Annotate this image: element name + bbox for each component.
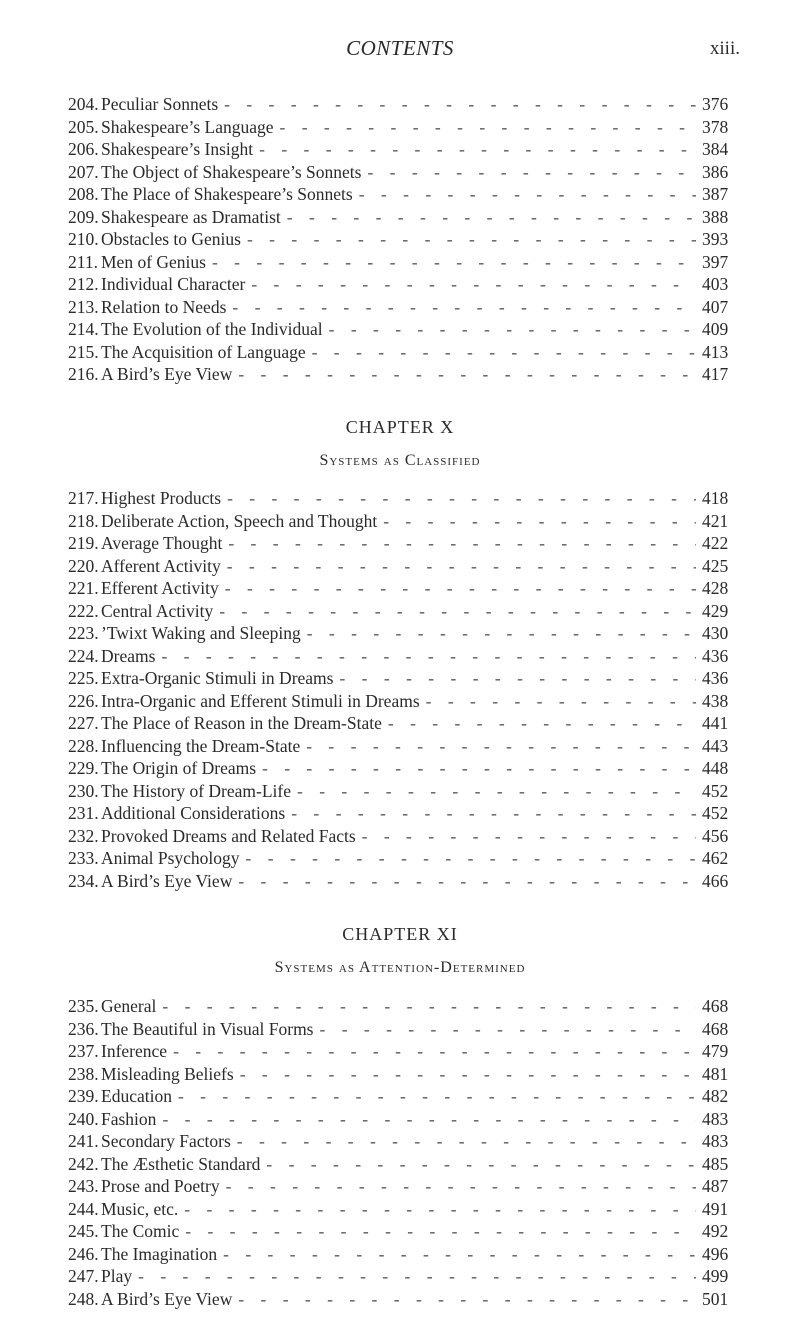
entry-number: 231. [68, 803, 99, 823]
toc-entry [68, 162, 740, 185]
entry-number: 233. [68, 848, 99, 868]
entry-number: 207. [68, 161, 99, 182]
entry-title: Inference [101, 1041, 168, 1061]
dot-leader [226, 1176, 696, 1197]
toc-entry [68, 1086, 740, 1109]
entry-number: 228. [68, 735, 99, 756]
entry-page-number: 482 [702, 1086, 729, 1106]
toc-entry [68, 1064, 740, 1087]
entry-title: Afferent Activity [101, 555, 221, 576]
toc-entry [68, 117, 740, 140]
toc-entry [68, 803, 740, 826]
entry-number: 222. [68, 600, 99, 621]
toc-entry [68, 274, 740, 297]
entry-page-number: 436 [702, 668, 729, 688]
entry-title: The Comic [101, 1221, 180, 1241]
entry-page-number: 485 [702, 1153, 729, 1174]
entry-page-number: 436 [702, 645, 729, 666]
dot-leader [388, 713, 696, 734]
entry-number: 240. [68, 1108, 99, 1129]
entry-title: Dreams [101, 645, 156, 666]
dot-leader [225, 578, 696, 599]
entry-title: Shakespeare as Dramatist [101, 206, 281, 227]
entry-page-number: 425 [702, 555, 729, 576]
toc-entry [68, 758, 740, 781]
dot-leader [306, 736, 696, 757]
entry-page-number: 430 [702, 623, 729, 643]
entry-title: Peculiar Sonnets [101, 94, 219, 114]
entry-page-number: 491 [702, 1198, 729, 1219]
entry-title: Prose and Poetry [101, 1176, 220, 1196]
entry-title: Relation to Needs [101, 296, 227, 317]
entry-number: 232. [68, 825, 99, 846]
toc-entry [68, 691, 740, 714]
toc-entry [68, 1289, 740, 1312]
entry-page-number: 481 [702, 1063, 729, 1084]
entry-number: 241. [68, 1131, 99, 1151]
toc-entry [68, 488, 740, 511]
dot-leader [228, 533, 696, 554]
entry-number: 245. [68, 1221, 99, 1241]
entry-page-number: 387 [702, 184, 729, 204]
dot-leader [297, 781, 696, 802]
entry-title: Additional Considerations [101, 803, 286, 823]
chapter-subtitle: Systems as Attention-Determined [274, 959, 526, 976]
dot-leader [162, 996, 696, 1017]
toc-entry [68, 1176, 740, 1199]
entry-title: Influencing the Dream-State [101, 735, 301, 756]
dot-leader [246, 848, 696, 869]
toc-entry [68, 713, 740, 736]
entry-number: 243. [68, 1176, 99, 1196]
toc-entry [68, 1041, 740, 1064]
entry-page-number: 438 [702, 690, 729, 711]
toc-entry [68, 229, 740, 252]
entry-number: 219. [68, 533, 99, 553]
dot-leader [312, 342, 696, 363]
entry-page-number: 499 [702, 1266, 729, 1286]
entry-title: Animal Psychology [101, 848, 240, 868]
entry-page-number: 428 [702, 578, 729, 598]
toc-entry [68, 601, 740, 624]
toc-entry [68, 94, 740, 117]
entry-title: Intra-Organic and Efferent Stimuli in Dreams [101, 690, 420, 711]
entry-number: 220. [68, 555, 99, 576]
toc-section-continued [68, 94, 740, 387]
entry-title: The Origin of Dreams [101, 758, 257, 778]
entry-number: 218. [68, 510, 99, 531]
entry-number: 225. [68, 668, 99, 688]
entry-title: A Bird’s Eye View [101, 364, 233, 384]
entry-number: 209. [68, 206, 99, 227]
toc-entry [68, 1154, 740, 1177]
entry-number: 227. [68, 713, 99, 733]
toc-entry [68, 1244, 740, 1267]
entry-page-number: 378 [702, 116, 729, 137]
toc-entry [68, 184, 740, 207]
entry-number: 230. [68, 780, 99, 801]
entry-number: 204. [68, 94, 99, 114]
entry-title: The Object of Shakespeare’s Sonnets [101, 161, 362, 182]
entry-number: 223. [68, 623, 99, 643]
entry-number: 216. [68, 364, 99, 384]
entry-title: Highest Products [101, 488, 222, 508]
dot-leader [238, 871, 696, 892]
entry-page-number: 452 [702, 780, 729, 801]
entry-page-number: 501 [702, 1288, 729, 1309]
entry-title: Play [101, 1266, 133, 1286]
entry-number: 238. [68, 1063, 99, 1084]
entry-number: 235. [68, 996, 99, 1016]
dot-leader [232, 297, 696, 318]
entry-number: 244. [68, 1198, 99, 1219]
entry-page-number: 466 [702, 870, 729, 891]
entry-title: The History of Dream-Life [101, 780, 291, 801]
entry-title: The Place of Reason in the Dream-State [101, 713, 382, 733]
entry-title: ’Twixt Waking and Sleeping [101, 623, 301, 643]
entry-title: Central Activity [101, 600, 214, 621]
entry-page-number: 448 [702, 758, 729, 778]
dot-leader [367, 162, 696, 183]
dot-leader [240, 1064, 696, 1085]
entry-page-number: 417 [702, 364, 729, 384]
entry-number: 221. [68, 578, 99, 598]
dot-leader [339, 668, 696, 689]
entry-number: 206. [68, 139, 99, 159]
dot-leader [224, 94, 696, 115]
entry-page-number: 441 [702, 713, 729, 733]
toc-entry [68, 578, 740, 601]
toc-entry [68, 1109, 740, 1132]
entry-number: 214. [68, 319, 99, 339]
toc-entry [68, 848, 740, 871]
dot-leader [227, 488, 696, 509]
entry-title: The Beautiful in Visual Forms [101, 1018, 314, 1039]
dot-leader [259, 139, 696, 160]
entry-page-number: 386 [702, 161, 729, 182]
running-head-page-number: xiii. [709, 38, 740, 59]
entry-number: 239. [68, 1086, 99, 1106]
entry-page-number: 462 [702, 848, 729, 868]
entry-page-number: 483 [702, 1131, 729, 1151]
entry-title: General [101, 996, 157, 1016]
entry-title: Efferent Activity [101, 578, 219, 598]
entry-title: Average Thought [101, 533, 223, 553]
toc-entry [68, 139, 740, 162]
toc-entry [68, 781, 740, 804]
entry-title: Obstacles to Genius [101, 229, 241, 249]
entry-page-number: 483 [702, 1108, 729, 1129]
entry-page-number: 403 [702, 274, 729, 294]
entry-page-number: 456 [702, 825, 729, 846]
toc-entry [68, 342, 740, 365]
dot-leader [291, 803, 696, 824]
dot-leader [227, 556, 696, 577]
entry-page-number: 468 [702, 1018, 729, 1039]
toc-entry [68, 736, 740, 759]
entry-number: 215. [68, 341, 99, 362]
entry-number: 242. [68, 1153, 99, 1174]
entry-title: Men of Genius [101, 251, 206, 272]
running-head-title: CONTENTS [346, 36, 454, 60]
toc-entry [68, 533, 740, 556]
entry-number: 213. [68, 296, 99, 317]
dot-leader [426, 691, 696, 712]
entry-title: Individual Character [101, 274, 246, 294]
entry-number: 208. [68, 184, 99, 204]
dot-leader [238, 1289, 696, 1310]
entry-page-number: 429 [702, 600, 729, 621]
dot-leader [266, 1154, 696, 1175]
dot-leader [262, 758, 696, 779]
entry-number: 247. [68, 1266, 99, 1286]
toc-entry [68, 511, 740, 534]
entry-number: 205. [68, 116, 99, 137]
entry-page-number: 376 [702, 94, 729, 114]
toc-entry [68, 1221, 740, 1244]
toc-entry [68, 1199, 740, 1222]
dot-leader [219, 601, 696, 622]
toc-entry [68, 207, 740, 230]
entry-title: Deliberate Action, Speech and Thought [101, 510, 378, 531]
toc-section-chapter-xi [68, 996, 740, 1311]
entry-number: 217. [68, 488, 99, 508]
entry-title: The Evolution of the Individual [101, 319, 323, 339]
entry-title: Music, etc. [101, 1198, 179, 1219]
toc-entry [68, 297, 740, 320]
running-head [0, 36, 800, 76]
entry-page-number: 468 [702, 996, 729, 1016]
dot-leader [287, 207, 696, 228]
entry-number: 248. [68, 1288, 99, 1309]
entry-page-number: 393 [702, 229, 729, 249]
entry-number: 229. [68, 758, 99, 778]
entry-page-number: 397 [702, 251, 729, 272]
dot-leader [251, 274, 696, 295]
entry-title: Misleading Beliefs [101, 1063, 234, 1084]
toc-entry [68, 556, 740, 579]
dot-leader [280, 117, 697, 138]
entry-title: Fashion [101, 1108, 157, 1129]
chapter-subtitle: Systems as Classified [319, 452, 481, 469]
dot-leader [138, 1266, 696, 1287]
toc-entry [68, 623, 740, 646]
dot-leader [162, 1109, 696, 1130]
entry-page-number: 407 [702, 296, 729, 317]
entry-title: A Bird’s Eye View [101, 870, 233, 891]
entry-title: The Imagination [101, 1243, 218, 1264]
dot-leader [238, 364, 696, 385]
dot-leader [359, 184, 696, 205]
entry-page-number: 452 [702, 803, 729, 823]
dot-leader [320, 1019, 697, 1040]
entry-page-number: 422 [702, 533, 729, 553]
entry-title: Shakespeare’s Language [101, 116, 274, 137]
entry-number: 212. [68, 274, 99, 294]
dot-leader [307, 623, 696, 644]
toc-entry [68, 1019, 740, 1042]
dot-leader [184, 1199, 696, 1220]
toc-entry [68, 364, 740, 387]
dot-leader [383, 511, 696, 532]
toc-entry [68, 1266, 740, 1289]
entry-page-number: 496 [702, 1243, 729, 1264]
entry-number: 224. [68, 645, 99, 666]
dot-leader [173, 1041, 696, 1062]
entry-page-number: 388 [702, 206, 729, 227]
toc-section-chapter-x [68, 488, 740, 893]
entry-page-number: 421 [702, 510, 729, 531]
toc-entry [68, 252, 740, 275]
entry-number: 237. [68, 1041, 99, 1061]
dot-leader [223, 1244, 696, 1265]
entry-page-number: 443 [702, 735, 729, 756]
dot-leader [329, 319, 696, 340]
dot-leader [237, 1131, 696, 1152]
toc-entry [68, 646, 740, 669]
entry-number: 234. [68, 870, 99, 891]
entry-number: 210. [68, 229, 99, 249]
entry-number: 211. [68, 251, 98, 272]
entry-title: Education [101, 1086, 172, 1106]
entry-title: A Bird’s Eye View [101, 1288, 233, 1309]
entry-page-number: 409 [702, 319, 729, 339]
entry-page-number: 492 [702, 1221, 729, 1241]
entry-title: Secondary Factors [101, 1131, 231, 1151]
toc-entry [68, 1131, 740, 1154]
entry-page-number: 487 [702, 1176, 729, 1196]
entry-page-number: 418 [702, 488, 729, 508]
entry-title: The Place of Shakespeare’s Sonnets [101, 184, 353, 204]
dot-leader [161, 646, 696, 667]
entry-page-number: 384 [702, 139, 729, 159]
chapter-heading: CHAPTER X [345, 417, 455, 437]
entry-number: 246. [68, 1243, 99, 1264]
dot-leader [185, 1221, 696, 1242]
entry-title: Provoked Dreams and Related Facts [101, 825, 356, 846]
entry-number: 236. [68, 1018, 99, 1039]
dot-leader [178, 1086, 696, 1107]
entry-number: 226. [68, 690, 99, 711]
chapter-heading: CHAPTER XI [342, 924, 458, 944]
toc-entry [68, 826, 740, 849]
entry-page-number: 413 [702, 341, 729, 362]
entry-title: Shakespeare’s Insight [101, 139, 254, 159]
toc-entry [68, 319, 740, 342]
toc-entry [68, 996, 740, 1019]
toc-entry [68, 668, 740, 691]
entry-title: The Acquisition of Language [101, 341, 306, 362]
dot-leader [362, 826, 696, 847]
dot-leader [212, 252, 696, 273]
dot-leader [247, 229, 696, 250]
toc-entry [68, 871, 740, 894]
entry-title: Extra-Organic Stimuli in Dreams [101, 668, 334, 688]
entry-page-number: 479 [702, 1041, 729, 1061]
entry-title: The Æsthetic Standard [101, 1153, 261, 1174]
